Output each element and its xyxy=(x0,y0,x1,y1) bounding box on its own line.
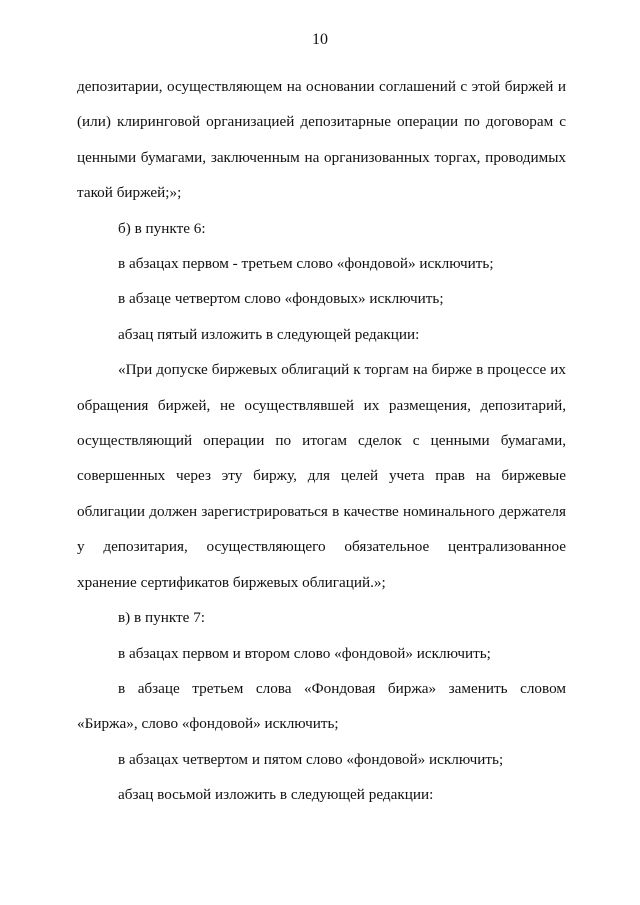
paragraph-amendment: в абзацах первом и втором слово «фондовой» исключить; xyxy=(118,644,491,662)
page-number: 10 xyxy=(312,31,328,48)
paragraph-subitem-b: б) в пункте 6: xyxy=(118,219,206,237)
paragraph-amendment: в абзаце четвертом слово «фондовых» исключить; xyxy=(118,290,444,308)
paragraph-subitem-v: в) в пункте 7: xyxy=(118,609,206,627)
paragraph-amendment: абзац пятый изложить в следующей редакции: xyxy=(118,325,420,343)
document-body xyxy=(77,69,566,813)
paragraph-continuation: депозитарии, осуществляющем на основании соглашений с этой биржей и (или) клиринговой организацией депозитарные операции по договорам с ценными бумагами, заключенным на организованных торгах, проводимых такой биржей;»; xyxy=(77,78,566,202)
paragraph-amendment: в абзаце третьем слова «Фондовая биржа» заменить словом «Биржа», слово «фондовой» исключить; xyxy=(77,679,566,733)
paragraph-amendment: в абзацах первом - третьем слово «фондовой» исключить; xyxy=(118,255,494,273)
paragraph-amendment: в абзацах четвертом и пятом слово «фондовой» исключить; xyxy=(118,750,504,768)
paragraph-amendment: абзац восьмой изложить в следующей редакции: xyxy=(118,786,434,804)
paragraph-quoted-text: «При допуске биржевых облигаций к торгам на бирже в процессе их обращения биржей, не осуществлявшей их размещения, депозитарий, осуществляющий операции по итогам сделок с ценными бумагами, совершенных через эту биржу, для целей учета прав на биржевые облигации должен зарегистрироваться в качестве номинального держателя у депозитария, осуществляющего обязательное централизованное хранение сертификатов биржевых облигаций.»; xyxy=(77,361,566,591)
